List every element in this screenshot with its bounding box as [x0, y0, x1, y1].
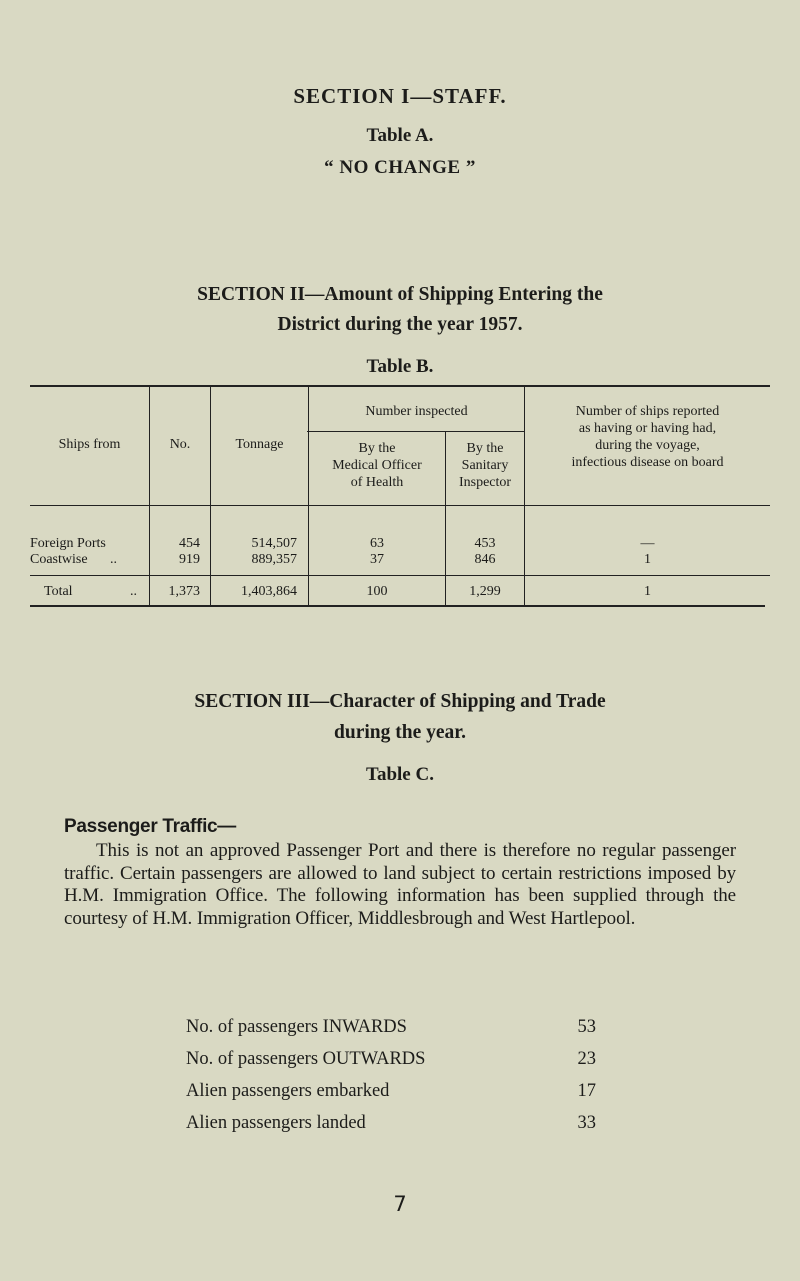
row-no: 454	[179, 536, 200, 551]
total-tonnage: 1,403,864	[241, 584, 297, 599]
total-infectious: 1	[644, 584, 651, 599]
total-top-rule	[30, 575, 770, 576]
section-2-title: SECTION II—Amount of Shipping Entering the	[197, 284, 603, 305]
no-change-note: “ NO CHANGE ”	[324, 157, 476, 178]
col-divider-2	[210, 387, 211, 605]
passenger-value: 53	[577, 1017, 596, 1037]
section-3-title: SECTION III—Character of Shipping and Trade	[194, 691, 606, 712]
list-item	[186, 1049, 606, 1081]
passenger-traffic-paragraph: This is not an approved Passenger Port and there is therefore no regular passenger traffic. Certain passengers are allowed to land subject to certain restrictions imposed by H.M. Immigration Office. The following information has been supplied through the courtesy of H.M. Immigration Officer, Middlesbrough and West Hartlepool.	[64, 840, 736, 929]
section-1-title: SECTION I—STAFF.	[293, 84, 507, 108]
passenger-label: No. of passengers OUTWARDS	[186, 1049, 426, 1069]
header-tonnage: Tonnage	[235, 437, 284, 452]
row-medical-officer: 63	[370, 536, 384, 551]
shipping-table	[30, 385, 770, 607]
table-b-title: Table B.	[366, 356, 434, 377]
list-item	[186, 1081, 606, 1113]
passenger-label: No. of passengers INWARDS	[186, 1017, 407, 1037]
row-no: 919	[179, 552, 200, 567]
row-tonnage: 889,357	[251, 552, 297, 567]
total-sanitary-inspector: 1,299	[469, 584, 501, 599]
row-sanitary-inspector: 453	[474, 536, 496, 551]
passenger-label: Alien passengers embarked	[186, 1081, 390, 1101]
row-ships-from: Coastwise	[30, 552, 88, 567]
header-ships-from: Ships from	[58, 437, 121, 452]
col-divider-1	[149, 387, 150, 605]
list-item	[186, 1113, 606, 1145]
row-infectious: —	[640, 536, 655, 551]
list-item	[186, 1017, 606, 1049]
header-no: No.	[169, 437, 191, 452]
total-medical-officer: 100	[366, 584, 388, 599]
passenger-value: 23	[577, 1049, 596, 1069]
header-bottom-rule	[30, 505, 770, 506]
row-medical-officer: 37	[370, 552, 384, 567]
passenger-label: Alien passengers landed	[186, 1113, 366, 1133]
inspected-subheader-rule	[307, 431, 525, 432]
total-leader-dots: ..	[130, 584, 137, 599]
passenger-value: 17	[577, 1081, 596, 1101]
row-leader-dots: ..	[110, 552, 117, 567]
table-bottom-rule	[30, 605, 765, 607]
row-sanitary-inspector: 846	[474, 552, 496, 567]
row-ships-from: Foreign Ports	[30, 536, 106, 551]
passenger-traffic-heading: Passenger Traffic—	[64, 816, 237, 837]
passenger-list	[186, 1017, 606, 1145]
total-no: 1,373	[168, 584, 200, 599]
row-infectious: 1	[644, 552, 651, 567]
table-c-title: Table C.	[366, 764, 434, 785]
header-number-inspected: Number inspected	[365, 404, 468, 419]
section-3-subtitle: during the year.	[334, 722, 466, 743]
page-number: 7	[393, 1192, 407, 1216]
table-a-title: Table A.	[366, 125, 434, 146]
header-infectious-disease: Number of ships reported as having or having had, during the voyage, infectious disease on board	[571, 404, 724, 470]
row-tonnage: 514,507	[251, 536, 297, 551]
header-medical-officer: By the Medical Officer of Health	[332, 441, 422, 490]
passenger-value: 33	[577, 1113, 596, 1133]
section-2-subtitle: District during the year 1957.	[277, 314, 523, 335]
header-sanitary-inspector: By the Sanitary Inspector	[458, 441, 512, 490]
table-top-rule	[30, 385, 770, 387]
total-label: Total	[44, 584, 73, 599]
